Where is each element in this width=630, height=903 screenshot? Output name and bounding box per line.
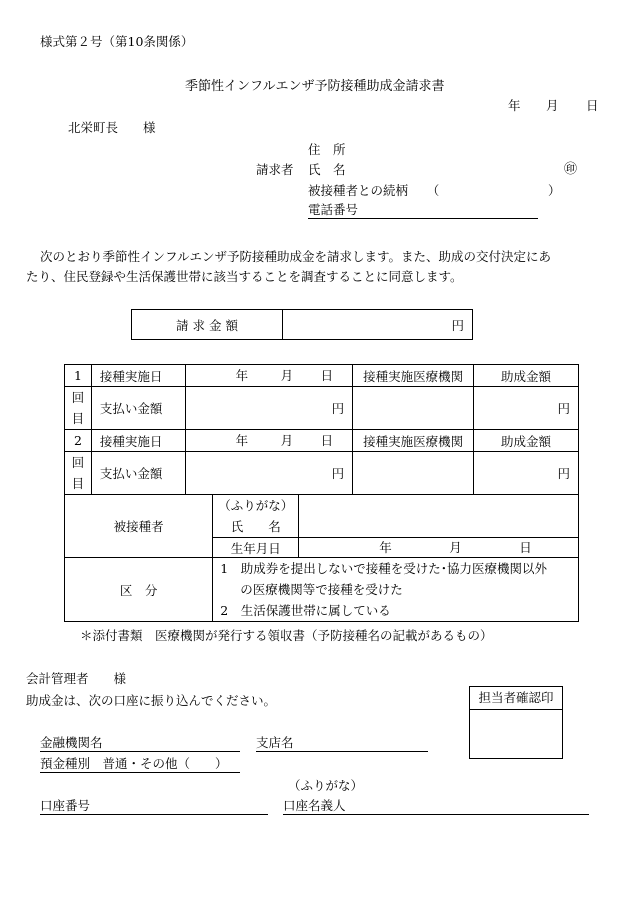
recipient-furigana-label: （ふりがな） bbox=[218, 498, 294, 513]
claim-amount-field[interactable] bbox=[283, 310, 473, 340]
date-day: 日 bbox=[586, 98, 599, 113]
address-label: 住 所 bbox=[308, 142, 346, 157]
vaccination-2-facility-label: 接種実施医療機関 bbox=[353, 430, 474, 452]
claim-amount-table bbox=[131, 309, 473, 340]
date-month: 月 bbox=[546, 98, 559, 113]
vaccination-2-year: 年 bbox=[235, 433, 249, 448]
statement-line2: たり、住民登録や生活保護世帯に該当することを調査することに同意します。 bbox=[26, 269, 463, 284]
account-number-field[interactable] bbox=[40, 800, 268, 815]
bank-name-label: 金融機関名 bbox=[40, 735, 103, 750]
vaccination-1-kai: 回 目 bbox=[65, 387, 92, 430]
relation-label: 被接種者との続柄 （ bbox=[308, 183, 440, 198]
vaccination-1-date-label: 接種実施日 bbox=[91, 365, 185, 387]
vaccination-2-kai: 回 目 bbox=[65, 452, 92, 495]
vaccination-2-num: 2 bbox=[65, 430, 92, 452]
accountant-addressee: 会計管理者 様 bbox=[26, 671, 127, 686]
vaccination-1-day: 日 bbox=[320, 368, 334, 383]
transfer-instruction: 助成金は、次の口座に振り込んでください。 bbox=[26, 693, 277, 708]
account-number-label: 口座番号 bbox=[40, 798, 91, 813]
phone-label: 電話番号 bbox=[308, 202, 359, 217]
branch-label: 支店名 bbox=[256, 735, 294, 750]
vaccination-1-facility-label: 接種実施医療機関 bbox=[353, 365, 474, 387]
category-option-1-line1: 1 助成券を提出しないで接種を受けた･協力医療機関以外 bbox=[220, 561, 548, 576]
recipient-label: 被接種者 bbox=[65, 495, 213, 558]
staff-stamp-label: 担当者確認印 bbox=[470, 687, 562, 710]
vaccination-1-facility-field[interactable] bbox=[353, 387, 474, 430]
name-label: 氏 名 bbox=[308, 162, 346, 177]
addressee: 北栄町長 様 bbox=[68, 120, 156, 135]
vaccination-2-day: 日 bbox=[320, 433, 334, 448]
vaccination-2-subsidy-unit: 円 bbox=[557, 466, 570, 481]
category-options[interactable] bbox=[213, 558, 579, 622]
category-option-1-line2: の医療機関等で接種を受けた bbox=[240, 582, 403, 597]
category-option-2: 2 生活保護世帯に属している bbox=[220, 603, 391, 618]
vaccination-1-subsidy-unit: 円 bbox=[557, 401, 570, 416]
claimant-role: 請求者 bbox=[256, 162, 294, 177]
vaccination-2-month: 月 bbox=[280, 433, 294, 448]
vaccination-1-subsidy-label: 助成金額 bbox=[474, 365, 579, 387]
vaccination-2-subsidy-field[interactable] bbox=[474, 452, 579, 495]
recipient-dob-year: 年 bbox=[379, 540, 392, 555]
vaccination-2-facility-field[interactable] bbox=[353, 452, 474, 495]
recipient-dob-month: 月 bbox=[449, 540, 462, 555]
vaccination-1-year: 年 bbox=[235, 368, 249, 383]
vaccination-1-month: 月 bbox=[280, 368, 294, 383]
vaccination-1-date-field[interactable] bbox=[185, 365, 353, 387]
vaccination-1-payment-label: 支払い金額 bbox=[91, 387, 185, 430]
recipient-name-field[interactable] bbox=[299, 495, 579, 538]
deposit-type-label: 預金種別 普通・その他（ ） bbox=[40, 756, 228, 771]
account-holder-field[interactable] bbox=[283, 800, 589, 815]
recipient-name-labels bbox=[213, 495, 299, 538]
account-furigana-label: （ふりがな） bbox=[288, 778, 364, 793]
staff-stamp-box bbox=[469, 686, 563, 759]
vaccination-1-num: 1 bbox=[65, 365, 92, 387]
vaccination-table bbox=[64, 364, 579, 622]
vaccination-2-subsidy-label: 助成金額 bbox=[474, 430, 579, 452]
vaccination-2-payment-label: 支払い金額 bbox=[91, 452, 185, 495]
vaccination-2-date-label: 接種実施日 bbox=[91, 430, 185, 452]
statement-line1: 次のとおり季節性インフルエンザ予防接種助成金を請求します。また、助成の交付決定にあ bbox=[40, 249, 552, 264]
recipient-dob-field[interactable] bbox=[299, 538, 579, 558]
claim-amount-label: 請 求 金 額 bbox=[132, 310, 283, 340]
page-title: 季節性インフルエンザ予防接種助成金請求書 bbox=[185, 79, 445, 94]
branch-field[interactable] bbox=[256, 737, 428, 752]
vaccination-2-date-field[interactable] bbox=[185, 430, 353, 452]
account-holder-label: 口座名義人 bbox=[283, 798, 346, 813]
attachment-note: ＊添付書類 医療機関が発行する領収書（予防接種名の記載があるもの） bbox=[80, 628, 493, 643]
recipient-dob-day: 日 bbox=[519, 540, 532, 555]
claim-amount-unit: 円 bbox=[451, 317, 464, 333]
recipient-dob-label: 生年月日 bbox=[213, 538, 299, 558]
vaccination-1-payment-field[interactable] bbox=[185, 387, 353, 430]
phone-field[interactable] bbox=[308, 204, 538, 219]
vaccination-1-subsidy-field[interactable] bbox=[474, 387, 579, 430]
seal-mark: ㊞ bbox=[564, 162, 578, 177]
date-year: 年 bbox=[508, 98, 521, 113]
vaccination-1-payment-unit: 円 bbox=[331, 401, 345, 416]
vaccination-2-payment-unit: 円 bbox=[331, 466, 345, 481]
vaccination-2-payment-field[interactable] bbox=[185, 452, 353, 495]
form-id: 様式第２号（第10条関係） bbox=[40, 34, 194, 49]
relation-close: ） bbox=[548, 183, 561, 198]
category-label: 区 分 bbox=[65, 558, 213, 622]
deposit-type-field[interactable] bbox=[40, 758, 240, 773]
recipient-name-label: 氏 名 bbox=[230, 519, 281, 534]
bank-name-field[interactable] bbox=[40, 737, 240, 752]
